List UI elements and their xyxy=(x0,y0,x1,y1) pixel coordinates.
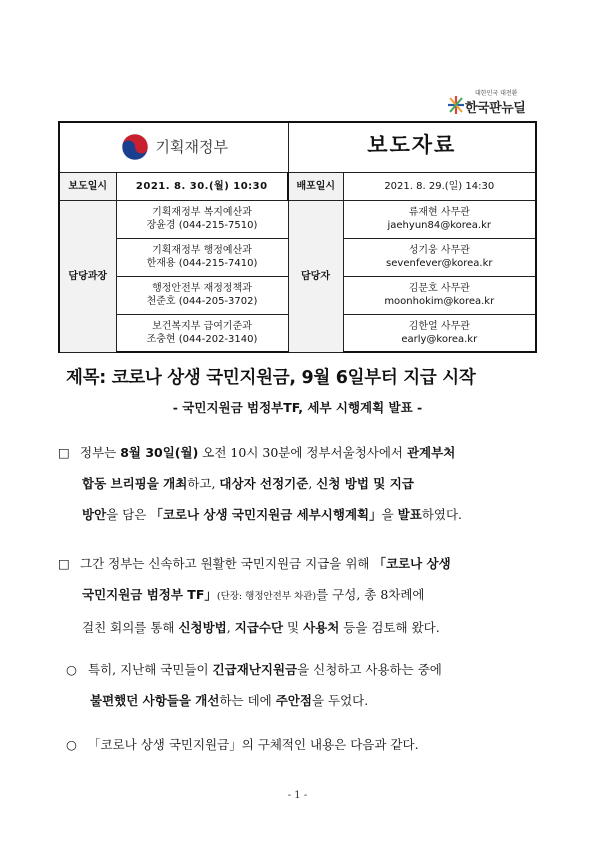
text-bold: 긴급재난지원금 xyxy=(212,662,298,677)
circle-bullet-icon: ○ xyxy=(66,737,77,752)
contact-dept-cell xyxy=(116,314,288,352)
contact-officer: 김문호 사무관 xyxy=(408,283,470,294)
distribute-label: 배포일시 xyxy=(288,172,343,200)
contact-officer-cell xyxy=(343,238,536,276)
contact-dept-cell xyxy=(116,200,288,238)
text-bold: 대상자 선정기준 xyxy=(219,476,309,491)
contact-email[interactable]: moonhokim@korea.kr xyxy=(384,296,495,307)
text-span: , xyxy=(226,620,235,635)
contact-officer-cell xyxy=(343,314,536,352)
text-span: 오전 10시 30분에 정부서울청사에서 xyxy=(198,445,407,460)
contact-chief: 장윤경 (044-215-7510) xyxy=(146,220,258,231)
contact-dept: 보건복지부 급여기준과 xyxy=(152,320,252,332)
text-span: 등을 검토해 왔다. xyxy=(339,620,440,635)
text-bold: 관계부처 xyxy=(406,445,456,460)
ministry-cell xyxy=(59,122,288,172)
text-span: 하는 데에 xyxy=(219,693,276,708)
text-bold: 주안점 xyxy=(275,693,312,708)
text-span: 「코로나 상생 국민지원금」의 구체적인 내용은 다음과 같다. xyxy=(88,737,419,752)
contact-email[interactable]: early@korea.kr xyxy=(401,333,478,345)
contact-officer: 류재현 사무관 xyxy=(408,207,470,218)
logo-wordmark: 한국판뉴딜 xyxy=(465,101,526,116)
text-span: (단장: 행정안전부 차관) xyxy=(216,591,317,602)
text-span: 정부는 xyxy=(80,445,121,460)
contact-chief: 천준호 (044-205-3702) xyxy=(146,296,258,307)
circle-bullet-icon: ○ xyxy=(66,662,77,677)
text-bold: 신청방법 xyxy=(178,620,227,635)
officer-label: 담당자 xyxy=(288,200,343,352)
text-bold: 8월 30일(월) xyxy=(120,445,199,460)
contact-officer-cell xyxy=(343,200,536,238)
text-span: 하고, xyxy=(187,476,220,491)
contact-email[interactable]: sevenfever@korea.kr xyxy=(386,258,493,269)
distribute-value: 2021. 8. 29.(일) 14:30 xyxy=(343,172,536,200)
text-bold: 신청 방법 및 지급 xyxy=(316,476,414,491)
release-value: 2021. 8. 30.(월) 10:30 xyxy=(116,172,288,200)
body-paragraph-1 xyxy=(58,437,538,530)
text-span: 을 두었다. xyxy=(311,693,369,708)
contact-chief: 한재용 (044-215-7410) xyxy=(146,258,258,269)
text-bold: 지급수단 xyxy=(234,620,284,635)
text-bold: 국민지원금 범정부 TF」 xyxy=(82,587,217,602)
square-bullet-icon: □ xyxy=(58,556,70,571)
taegeuk-emblem-icon xyxy=(120,132,150,162)
korean-new-deal-logo xyxy=(447,88,537,118)
text-bold: 불편했던 사항들을 개선 xyxy=(90,693,220,708)
press-headline: 제목: 코로나 상생 국민지원금, 9월 6일부터 지급 시작 xyxy=(66,368,476,388)
text-span: 을 xyxy=(381,507,398,522)
text-span: 를 구성, 총 8차례에 xyxy=(316,587,425,602)
doc-type-title: 보도자료 xyxy=(367,132,457,157)
text-span: 을 담은 xyxy=(106,507,151,522)
contact-chief: 조충현 (044-202-3140) xyxy=(146,333,258,345)
text-bold: 합동 브리핑을 개최 xyxy=(82,476,188,491)
dept-label: 담당과장 xyxy=(59,200,116,352)
press-info-table xyxy=(58,121,537,353)
contact-officer: 성기웅 사무관 xyxy=(408,245,470,256)
text-bold: 발표 xyxy=(397,507,422,522)
text-bold: 「코로나 상생 xyxy=(373,556,451,571)
body-paragraph-2 xyxy=(58,548,538,643)
text-bold: 사용처 xyxy=(303,620,340,635)
press-subheadline: - 국민지원금 범정부TF, 세부 시행계획 발표 - xyxy=(172,400,423,415)
text-span: 걸친 회의를 통해 xyxy=(82,620,179,635)
body-paragraph-3 xyxy=(66,654,538,716)
text-span: 그간 정부는 신속하고 원활한 국민지원금 지급을 위해 xyxy=(80,556,374,571)
contact-dept: 기획재정부 행정예산과 xyxy=(152,245,252,256)
text-span: 을 신청하고 사용하는 중에 xyxy=(297,662,442,677)
square-bullet-icon: □ xyxy=(58,445,70,460)
release-label: 보도일시 xyxy=(59,172,116,200)
text-bold: 방안 xyxy=(82,507,107,522)
contact-email[interactable]: jaehyun84@korea.kr xyxy=(387,220,492,231)
doc-type-cell xyxy=(288,122,536,172)
text-span: 특히, 지난해 국민들이 xyxy=(88,662,213,677)
text-span: 및 xyxy=(283,620,304,635)
body-paragraph-4 xyxy=(66,729,538,760)
logo-tagline: 대한민국 대전환 xyxy=(475,90,518,97)
ministry-name: 기획재정부 xyxy=(155,137,228,156)
new-deal-emblem-icon xyxy=(447,94,465,116)
text-span: 하였다. xyxy=(421,507,463,522)
contact-dept: 기획재정부 복지예산과 xyxy=(152,207,252,218)
contact-dept-cell xyxy=(116,276,288,314)
contact-officer-cell xyxy=(343,276,536,314)
text-bold: 「코로나 상생 국민지원금 세부시행계획」 xyxy=(150,507,382,522)
contact-officer: 김한얼 사무관 xyxy=(408,320,470,332)
contact-dept-cell xyxy=(116,238,288,276)
contact-dept: 행정안전부 재정정책과 xyxy=(152,283,252,294)
text-span: , xyxy=(308,476,317,491)
page-number: - 1 - xyxy=(287,790,308,801)
